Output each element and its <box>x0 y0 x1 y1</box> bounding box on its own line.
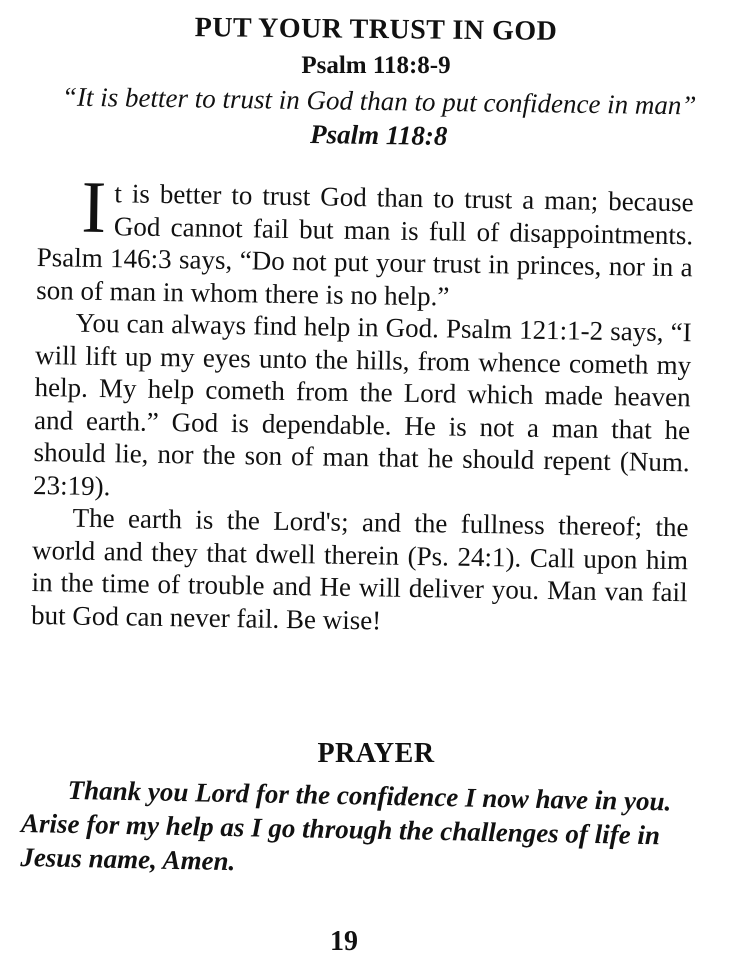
key-verse-text: “It is better to trust in God than to put confidence in man” <box>61 81 697 121</box>
prayer-text: Thank you Lord for the confidence I now have in you. Arise for my help as I go through the challenges of life in Jesus name, Amen. <box>20 774 672 877</box>
body-paragraph-1 <box>35 166 694 316</box>
body-paragraph-3: The earth is the Lord's; and the fullness thereof; the world and they that dwell therein (Ps. 24:1). Call upon him in the time of trouble and He will deliver you. Man van fail but God can never fail. Be wise! <box>30 502 689 635</box>
scripture-reference: Psalm 118:8-9 <box>301 52 451 79</box>
key-verse-reference: Psalm 118:8 <box>309 119 448 151</box>
prayer-section <box>20 772 682 887</box>
page-number: 19 <box>330 926 358 957</box>
body-paragraph-1-text: t is better to trust God than to trust a man; because God cannot fail but man is full of disappointments. Psalm 146:3 says, “Do not put your trust in princes, nor in a son of man in whom there is no help.” <box>35 178 694 311</box>
devotional-body <box>30 166 694 641</box>
page-title: PUT YOUR TRUST IN GOD <box>194 12 558 47</box>
body-paragraph-2: You can always find help in God. Psalm 121:1-2 says, “I will lift up my eyes unto the hills, from whence cometh my help. My help cometh from the Lord which made heaven and earth.” God is dependable. He is not a man that he should lie, nor the son of man that he should repent (Num. 23:19). <box>32 307 692 501</box>
drop-cap: I <box>80 166 107 250</box>
key-verse-quote <box>54 79 705 156</box>
prayer-heading: PRAYER <box>317 738 435 769</box>
